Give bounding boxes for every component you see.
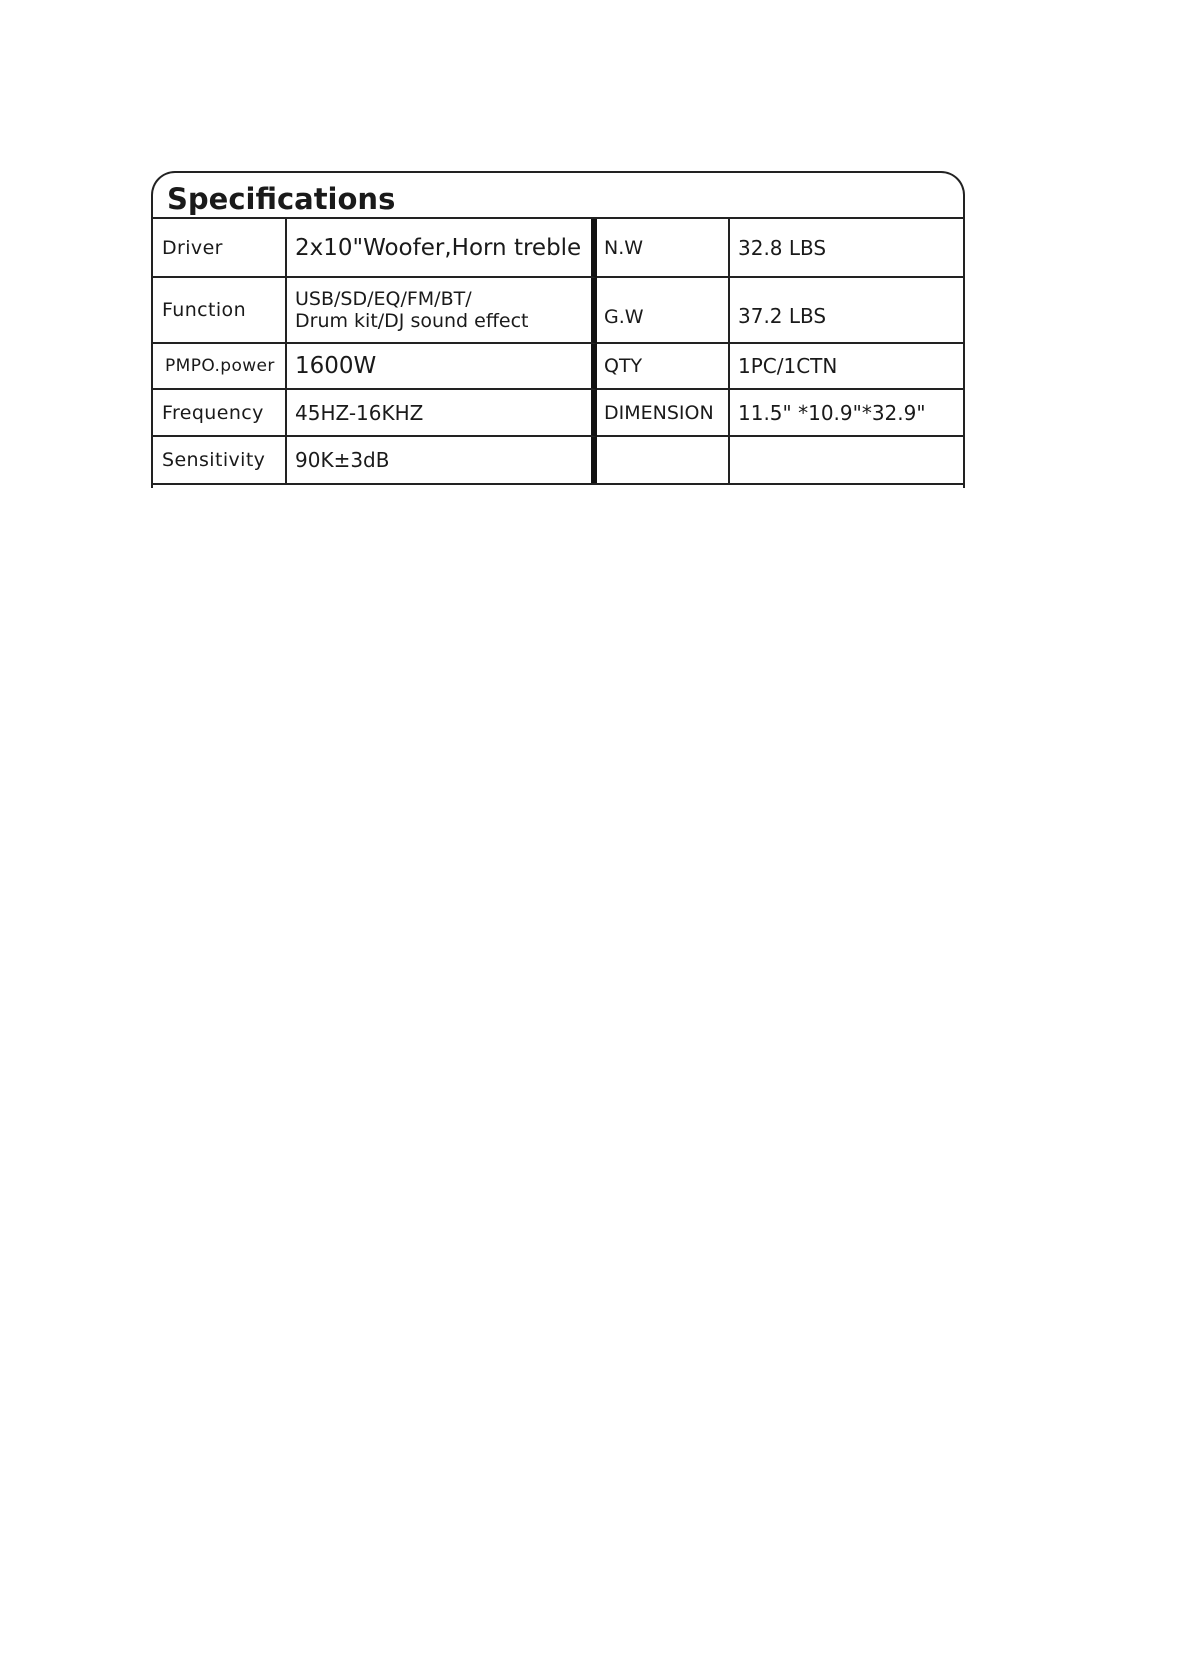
value-gross-weight: 37.2 LBS: [730, 278, 963, 344]
value-sensitivity: 90K±3dB: [287, 437, 597, 483]
label-sensitivity: Sensitivity: [153, 437, 287, 483]
label-driver: Driver: [153, 219, 287, 278]
value-pmpo-power: 1600W: [287, 344, 597, 390]
specifications-table: [151, 171, 965, 488]
table-title: Specifications: [153, 173, 963, 219]
label-quantity: QTY: [597, 344, 730, 390]
value-function-line2: Drum kit/DJ sound effect: [295, 310, 529, 332]
label-pmpo-power: PMPO.power: [153, 344, 287, 390]
empty-label-cell: [597, 437, 730, 483]
value-dimension: 11.5" *10.9"*32.9": [730, 390, 963, 437]
value-function-line1: USB/SD/EQ/FM/BT/: [295, 288, 472, 310]
value-driver: 2x10"Woofer,Horn treble: [287, 219, 597, 278]
value-function: [287, 278, 597, 344]
label-gross-weight: G.W: [597, 278, 730, 344]
value-frequency: 45HZ-16KHZ: [287, 390, 597, 437]
empty-value-cell: [730, 437, 963, 483]
value-net-weight: 32.8 LBS: [730, 219, 963, 278]
value-quantity: 1PC/1CTN: [730, 344, 963, 390]
label-frequency: Frequency: [153, 390, 287, 437]
label-dimension: DIMENSION: [597, 390, 730, 437]
label-function: Function: [153, 278, 287, 344]
spec-grid: [153, 219, 963, 485]
label-net-weight: N.W: [597, 219, 730, 278]
